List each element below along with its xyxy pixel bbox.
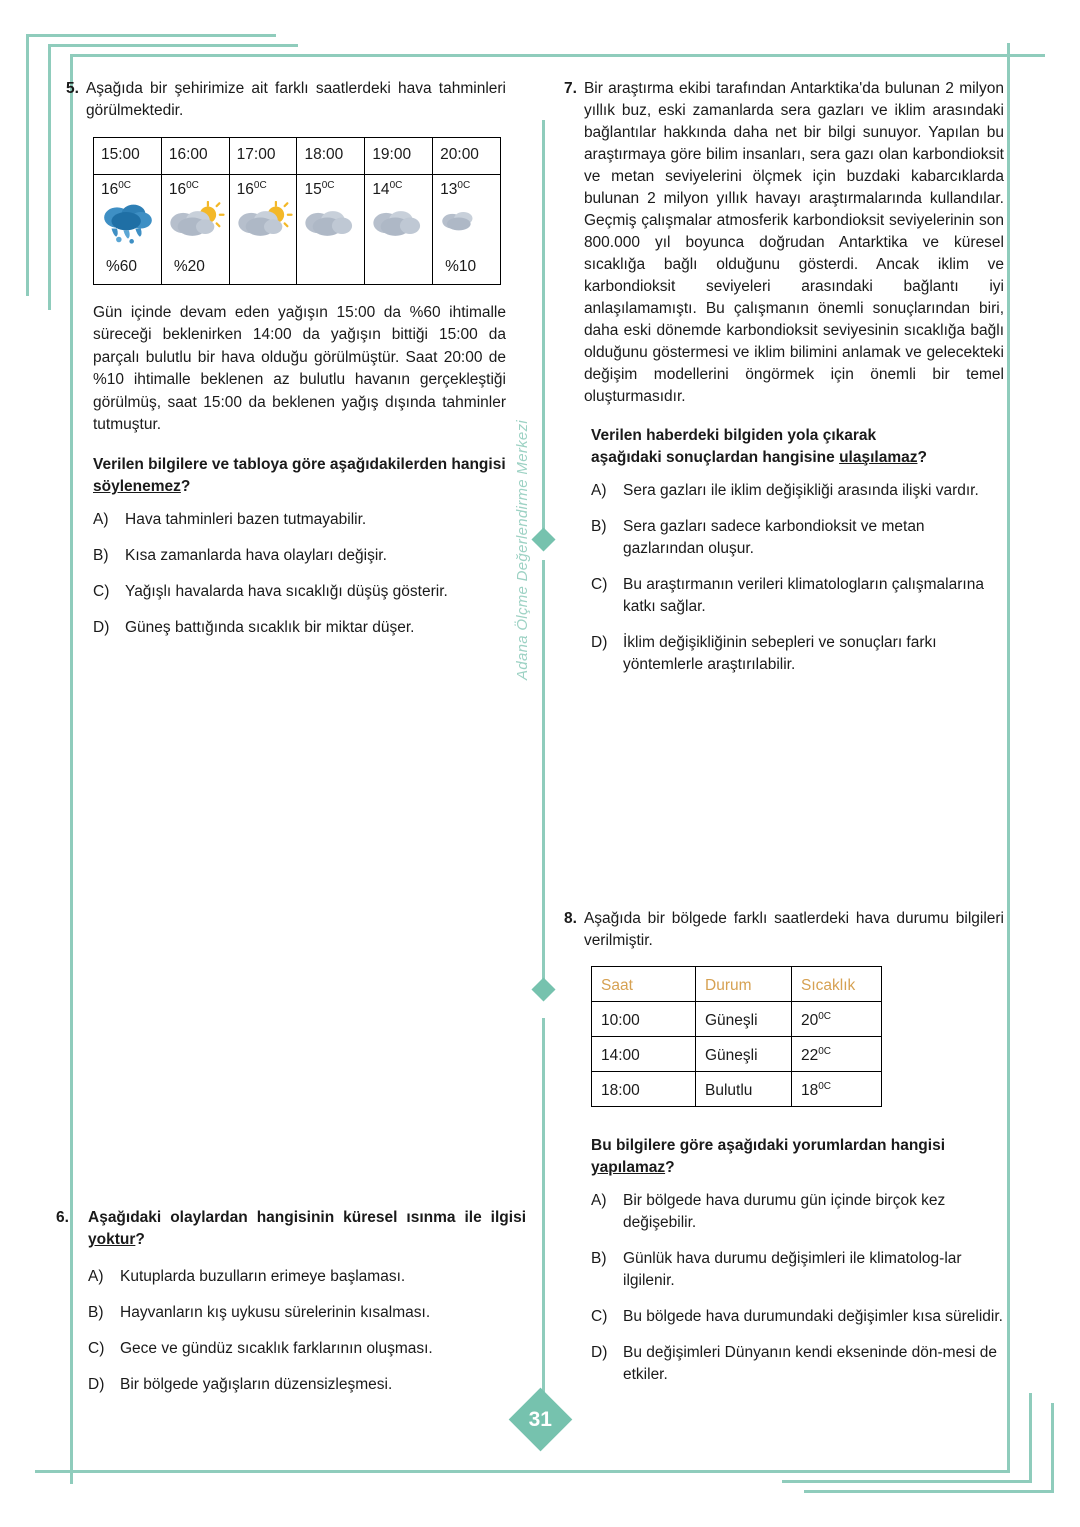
option-d[interactable] bbox=[93, 617, 506, 639]
forecast-temp-2: $16^{0C}$ bbox=[168, 180, 199, 199]
table-row bbox=[592, 1037, 882, 1072]
option-text: Hava tahminleri bazen tutmayabilir. bbox=[125, 510, 367, 528]
forecast-cell-5 bbox=[365, 175, 433, 285]
forecast-cell-2 bbox=[161, 175, 229, 285]
option-text: Bu değişimleri Dünyanın kendi ekseninde dön-mesi de etkiler. bbox=[623, 1344, 997, 1383]
question-5-stem: Aşağıda bir şehirimize ait farklı saatlerdeki hava tahminleri görülmektedir. bbox=[85, 80, 506, 119]
cell-condition: Güneşli bbox=[696, 1002, 792, 1037]
option-text: Sera gazları ile iklim değişikliği arasında ilişki vardır. bbox=[623, 482, 979, 499]
option-text: Güneş battığında sıcaklık bir miktar düşer. bbox=[125, 618, 415, 636]
cell-time: 14:00 bbox=[592, 1037, 696, 1072]
option-c[interactable] bbox=[93, 581, 506, 603]
option-letter: C) bbox=[88, 1340, 105, 1357]
option-letter: B) bbox=[591, 518, 607, 535]
option-letter: A) bbox=[591, 482, 607, 499]
forecast-hour-cell: 18:00 bbox=[297, 138, 365, 175]
option-letter: D) bbox=[591, 1344, 608, 1361]
question-7-number: 7. bbox=[564, 80, 577, 97]
option-a[interactable] bbox=[591, 1190, 1004, 1234]
forecast-hour-cell: 19:00 bbox=[365, 138, 433, 175]
option-letter: A) bbox=[93, 510, 109, 528]
cell-condition: Bulutlu bbox=[696, 1072, 792, 1107]
option-a[interactable] bbox=[88, 1266, 526, 1288]
question-6-options bbox=[88, 1266, 526, 1396]
cell-temperature: $18^{0C}$ bbox=[792, 1072, 882, 1107]
option-letter: B) bbox=[591, 1250, 607, 1267]
forecast-cell-1 bbox=[94, 175, 162, 285]
option-text: Bu bölgede hava durumundaki değişimler kısa sürelidir. bbox=[623, 1308, 1003, 1325]
column-divider-middle bbox=[542, 560, 545, 990]
option-letter: D) bbox=[93, 618, 110, 636]
forecast-temp-4: $15^{0C}$ bbox=[304, 180, 335, 199]
option-letter: D) bbox=[88, 1376, 105, 1393]
column-header-durum: Durum bbox=[696, 967, 792, 1002]
forecast-hour-cell: 15:00 bbox=[94, 138, 162, 175]
option-b[interactable] bbox=[93, 545, 506, 567]
forecast-temp-1: $16^{0C}$ bbox=[101, 180, 132, 199]
option-c[interactable] bbox=[591, 574, 1004, 618]
option-text: Günlük hava durumu değişimleri ile klimatolog-lar ilgilenir. bbox=[623, 1250, 962, 1289]
forecast-hour-cell: 17:00 bbox=[229, 138, 297, 175]
option-text: Bir bölgede yağışların düzensizleşmesi. bbox=[120, 1376, 393, 1393]
question-5-prompt: Verilen bilgilere ve tabloya göre aşağıdakilerden hangisi söylenemez? bbox=[93, 455, 506, 495]
rain-cloud-icon bbox=[98, 201, 158, 245]
sun-behind-cloud-icon bbox=[166, 201, 226, 245]
option-d[interactable] bbox=[591, 1342, 1004, 1386]
forecast-hours-row bbox=[94, 138, 501, 175]
question-5 bbox=[66, 78, 506, 639]
question-7-options bbox=[591, 480, 1004, 676]
weather-forecast-table bbox=[93, 137, 501, 285]
option-text: Bu araştırmanın verileri klimatologların çalışmalarına katkı sağlar. bbox=[623, 576, 984, 615]
option-letter: B) bbox=[93, 546, 109, 564]
question-6 bbox=[56, 1207, 526, 1410]
forecast-percent-2: %20 bbox=[173, 258, 205, 275]
option-letter: B) bbox=[88, 1304, 104, 1321]
option-b[interactable] bbox=[88, 1302, 526, 1324]
option-a[interactable] bbox=[591, 480, 1004, 502]
option-text: Gece ve gündüz sıcaklık farklarının oluşması. bbox=[120, 1340, 433, 1357]
option-a[interactable] bbox=[93, 509, 506, 531]
forecast-hour-cell: 16:00 bbox=[161, 138, 229, 175]
question-7-paragraph: Bir araştırma ekibi tarafından Antarktika'da bulunan 2 milyon yıllık buz, eski zamanlarda sera gazları ve iklim arasındaki bağlantılar hakkında daha net bir bilgi sunuyor. Yapılan bu araştırmaya göre bilim insanları, sera gazı olan karbondioksit ve metan seviyelerini ölçmek için buzdaki kabarcıklarda bulunan 2 milyon yıllık havayı araştırmalarında kullandılar. Geçmiş çalışmalar atmosferik karbondioksit seviyelerinin son 800.000 yıl boyunca doğrudan Antarktika ve küresel sıcaklığa bağlı olduğunu gösterdi. Ancak iklim ve karbondioksit seviyeleri arasındaki bağlantı iyi anlaşılamamıştı. Bu çalışmanın önemli sonuçlarından biri, daha eski dönemde karbondioksit seviyesinin sıcaklığa bağlı olduğunu göstermesi ve iklim bilimini anlamak ve gelecekteki değişim modellerini öngörmek için önemli bir temel oluşturmasıdır. bbox=[583, 80, 1004, 405]
option-letter: A) bbox=[591, 1192, 607, 1209]
option-text: Sera gazları sadece karbondioksit ve metan gazlarından oluşur. bbox=[623, 518, 925, 557]
table-header-row bbox=[592, 967, 882, 1002]
option-c[interactable] bbox=[88, 1338, 526, 1360]
option-b[interactable] bbox=[591, 1248, 1004, 1292]
cloud-icon bbox=[369, 201, 429, 245]
small-cloud-icon bbox=[437, 201, 497, 245]
forecast-temp-3: $16^{0C}$ bbox=[236, 180, 267, 199]
question-7-prompt-line1: Verilen haberdeki bilgiden yola çıkarak bbox=[591, 427, 877, 444]
option-text: Bir bölgede hava durumu gün içinde birçok kez değişebilir. bbox=[623, 1192, 946, 1231]
option-text: Kutuplarda buzulların erimeye başlaması. bbox=[120, 1268, 406, 1285]
forecast-data-row bbox=[94, 175, 501, 285]
question-7-prompt: Verilen haberdeki bilgiden yola çıkarak aşağıdaki sonuçlardan hangisine ulaşılamaz? bbox=[591, 427, 927, 466]
question-6-number: 6. bbox=[56, 1209, 69, 1226]
sun-behind-cloud-icon bbox=[234, 201, 294, 245]
cell-time: 18:00 bbox=[592, 1072, 696, 1107]
forecast-percent-6: %10 bbox=[445, 258, 477, 275]
question-8-prompt: Bu bilgilere göre aşağıdaki yorumlardan hangisi yapılamaz? bbox=[591, 1137, 946, 1176]
question-8 bbox=[564, 908, 1004, 1400]
option-text: Kısa zamanlarda hava olayları değişir. bbox=[125, 546, 387, 564]
forecast-temp-5: $14^{0C}$ bbox=[372, 180, 403, 199]
publisher-watermark: Adana Ölçme Değerlendirme Merkezi bbox=[514, 420, 531, 680]
forecast-cell-3 bbox=[229, 175, 297, 285]
cell-temperature: $20^{0C}$ bbox=[792, 1002, 882, 1037]
option-letter: A) bbox=[88, 1268, 104, 1285]
column-divider-upper bbox=[542, 120, 545, 532]
question-8-stem: Aşağıda bir bölgede farklı saatlerdeki hava durumu bilgileri verilmiştir. bbox=[583, 910, 1004, 949]
right-column bbox=[564, 78, 1004, 690]
column-header-saat: Saat bbox=[592, 967, 696, 1002]
forecast-temp-6: $13^{0C}$ bbox=[440, 180, 471, 199]
forecast-cell-6 bbox=[433, 175, 501, 285]
option-d[interactable] bbox=[88, 1374, 526, 1396]
question-7 bbox=[564, 78, 1004, 676]
cell-condition: Güneşli bbox=[696, 1037, 792, 1072]
option-letter: C) bbox=[93, 582, 110, 600]
column-header-sicaklik: Sıcaklık bbox=[792, 967, 882, 1002]
option-b[interactable] bbox=[591, 516, 1004, 560]
option-c[interactable] bbox=[591, 1306, 1004, 1328]
forecast-hour-cell: 20:00 bbox=[433, 138, 501, 175]
option-text: Yağışlı havalarda hava sıcaklığı düşüş gösterir. bbox=[125, 582, 448, 600]
question-8-number: 8. bbox=[564, 910, 577, 927]
left-column bbox=[66, 78, 506, 653]
table-row bbox=[592, 1072, 882, 1107]
table-row bbox=[592, 1002, 882, 1037]
forecast-percent-1: %60 bbox=[106, 258, 138, 275]
question-5-paragraph: Gün içinde devam eden yağışın 15:00 da %60 ihtimalle süreceği beklenirken 14:00 da yağışın bittiği 15:00 da parçalı bulutlu bir hava olduğu görülmüştür. Saat 20:00 de %10 ihtimalle beklenen az bulutlu havanın gerçekleştiği görülmüş, saat 15:00 da beklenen yağış dışında tahminler tutmuştur. bbox=[93, 304, 506, 434]
option-letter: D) bbox=[591, 634, 608, 651]
option-text: Hayvanların kış uykusu sürelerinin kısalması. bbox=[120, 1304, 431, 1321]
option-letter: C) bbox=[591, 576, 608, 593]
forecast-cell-4 bbox=[297, 175, 365, 285]
column-divider-lower bbox=[542, 1018, 545, 1398]
cell-time: 10:00 bbox=[592, 1002, 696, 1037]
cell-temperature: $22^{0C}$ bbox=[792, 1037, 882, 1072]
question-5-number: 5. bbox=[66, 80, 79, 97]
question-8-options bbox=[591, 1190, 1004, 1386]
option-d[interactable] bbox=[591, 632, 1004, 676]
question-5-options bbox=[93, 509, 506, 639]
option-letter: C) bbox=[591, 1308, 608, 1325]
question-6-prompt: Aşağıdaki olaylardan hangisinin küresel ısınma ile ilgisi yoktur? bbox=[88, 1209, 526, 1248]
page-number-label: 31 bbox=[528, 1407, 553, 1431]
cloud-icon bbox=[301, 201, 361, 245]
weather-data-table bbox=[591, 966, 882, 1107]
option-text: İklim değişikliğinin sebepleri ve sonuçları farkı yöntemlerle araştırılabilir. bbox=[623, 634, 937, 673]
